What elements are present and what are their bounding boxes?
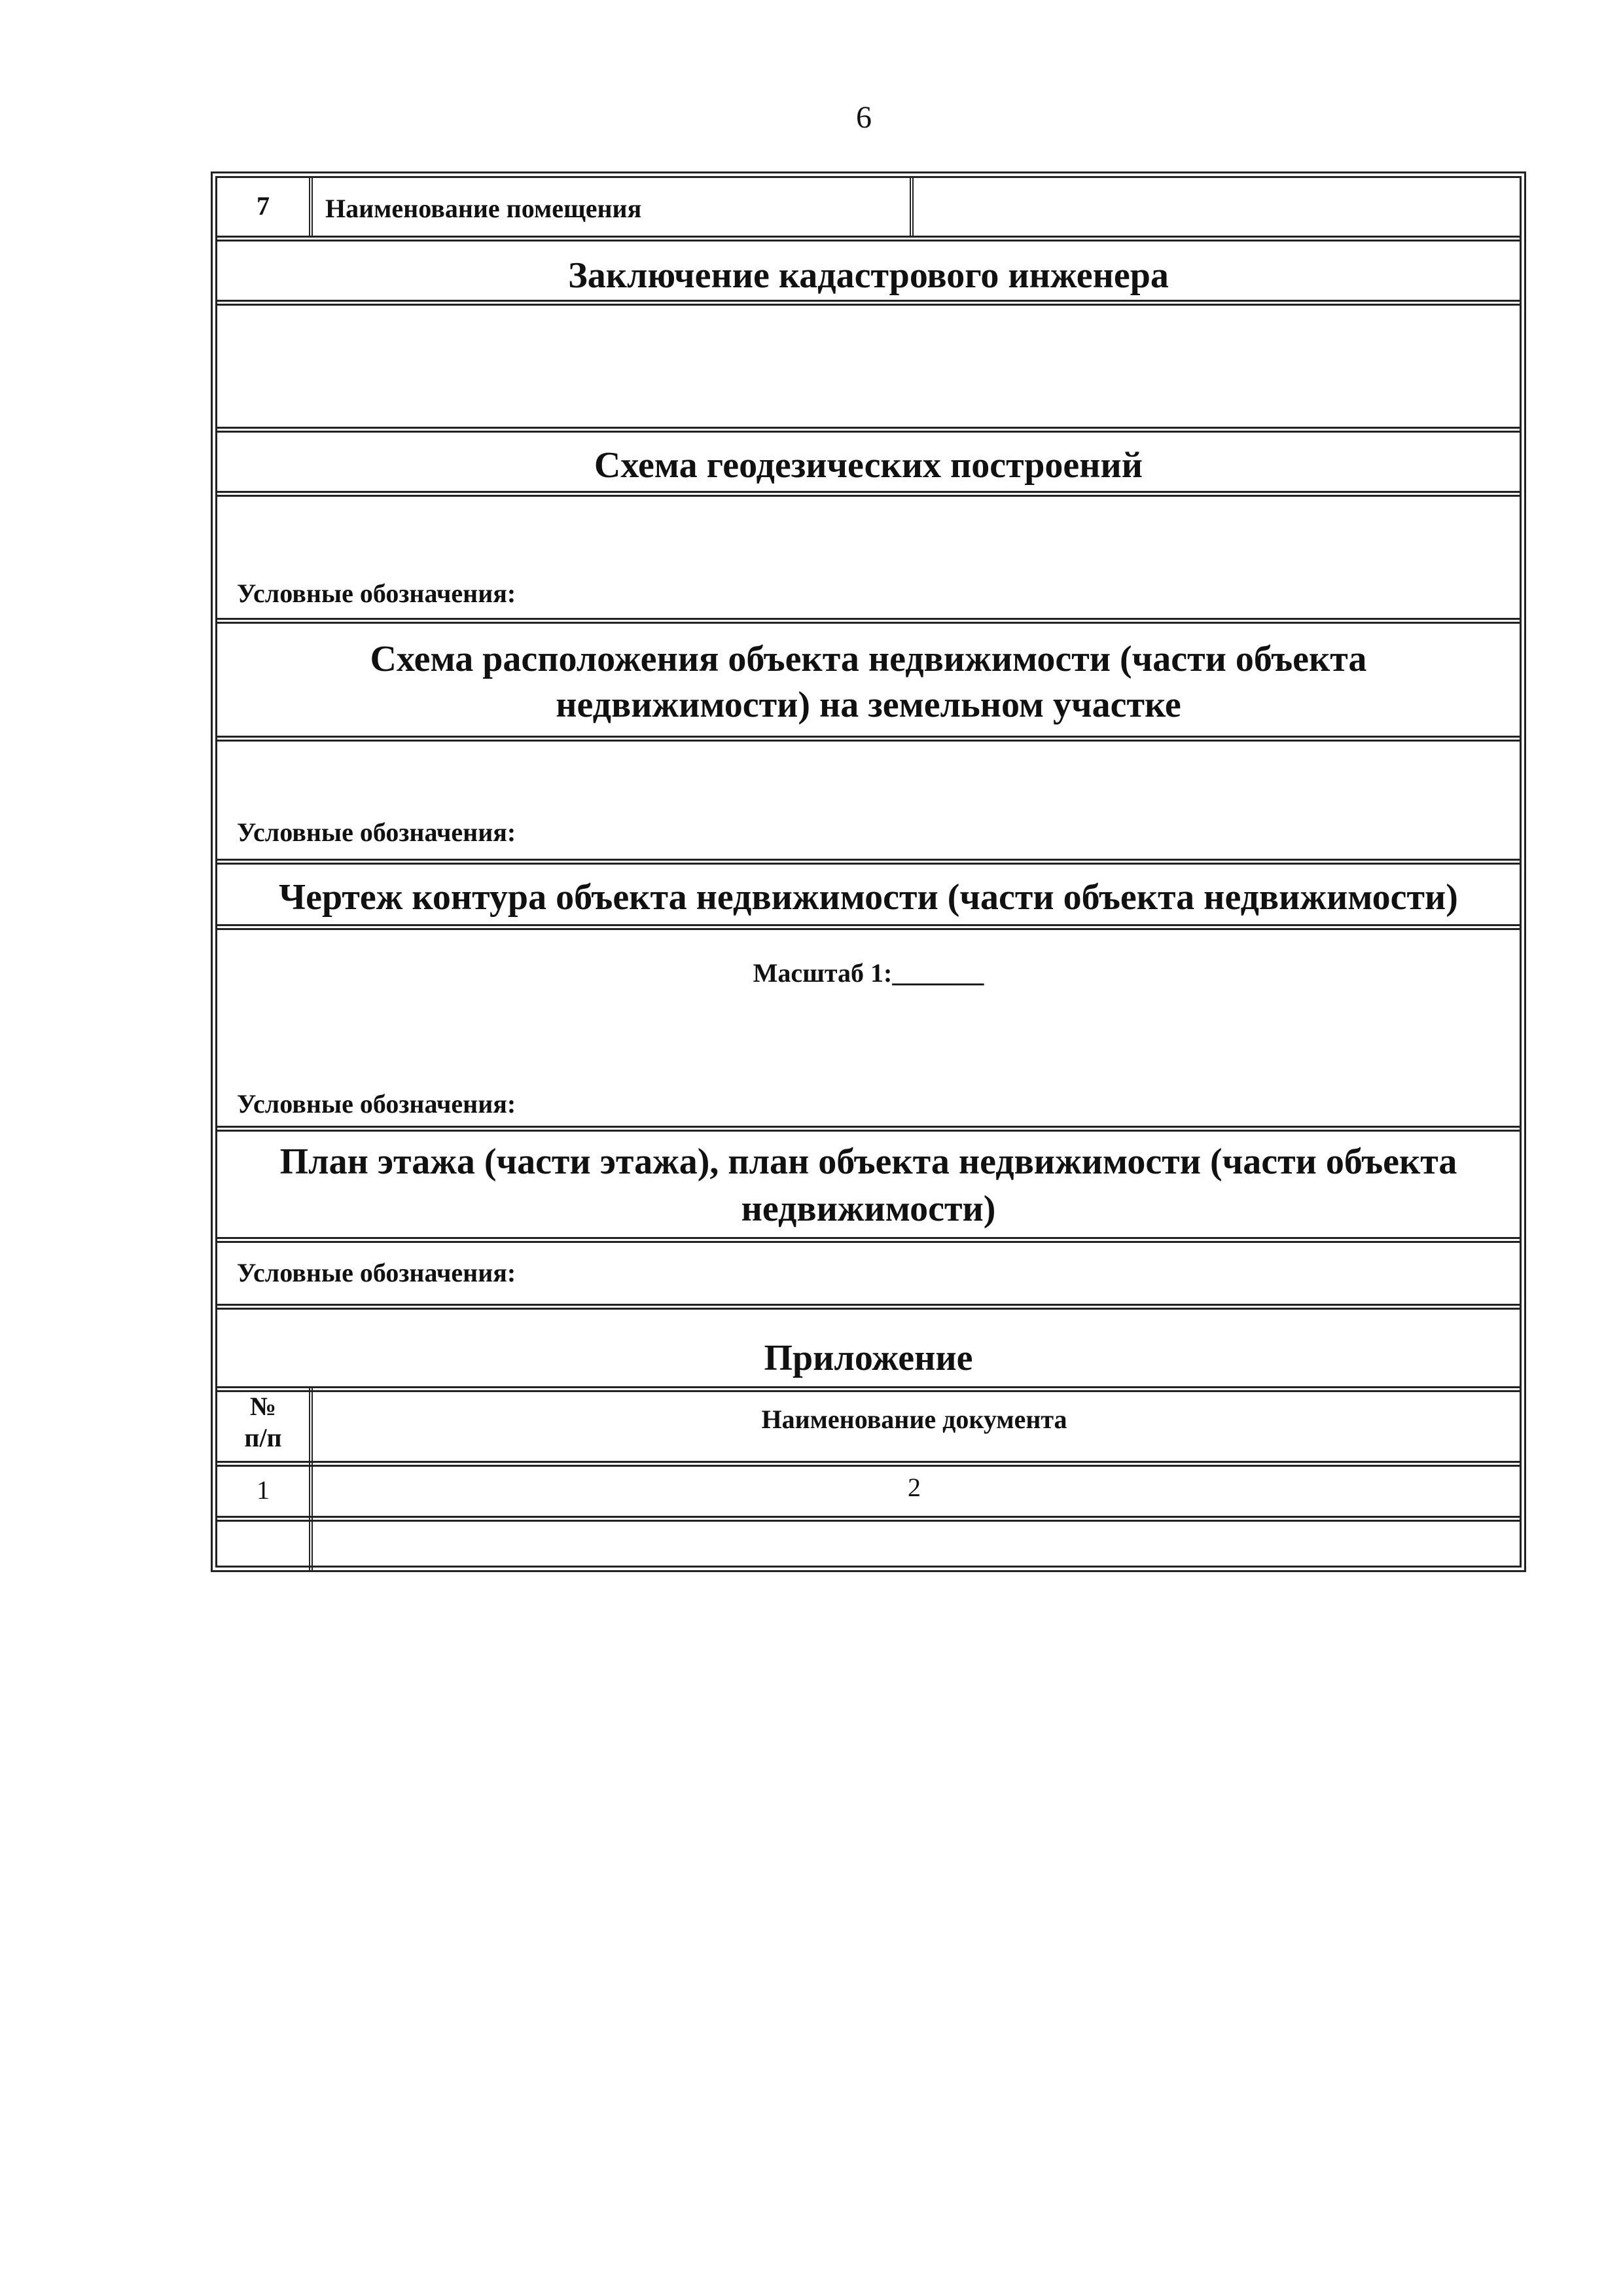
divider [217,300,1520,306]
divider [217,1386,1520,1392]
row7-label: Наименование помещения [325,194,642,223]
appendix-row-1-name: 2 [908,1473,921,1502]
row7-divider-right [910,178,914,236]
divider [217,1461,1520,1467]
divider [217,427,1520,433]
appendix-col-num-line2: п/п [244,1423,282,1452]
floorplan-legend: Условные обозначения: [237,1258,516,1287]
divider [217,1126,1520,1132]
page-number: 6 [856,100,872,135]
appendix-col-num-line1: № [249,1391,277,1421]
appendix-row-1-num: 1 [257,1475,270,1505]
appendix-col-name: Наименование документа [761,1405,1067,1434]
divider [217,491,1520,497]
drawing-title: Чертеж контура объекта недвижимости (части объекта недвижимости) [279,877,1458,918]
form-table [211,171,1526,1572]
location-title-line1: Схема расположения объекта недвижимости (части объекта [370,639,1367,679]
geodetic-legend: Условные обозначения: [237,579,516,608]
drawing-legend: Условные обозначения: [237,1089,516,1119]
conclusion-title: Заключение кадастрового инженера [568,255,1169,296]
divider [217,859,1520,865]
floorplan-title-line1: План этажа (части этажа), план объекта недвижимости (части объекта [279,1141,1457,1182]
divider [217,1516,1520,1522]
floorplan-title-line2: недвижимости) [741,1189,996,1229]
divider [217,618,1520,624]
drawing-scale: Масштаб 1:_______ [753,958,984,988]
divider [217,1304,1520,1310]
divider [217,736,1520,742]
geodetic-title: Схема геодезических построений [594,445,1143,486]
location-title-line2: недвижимости) на земельном участке [556,685,1181,725]
appendix-title: Приложение [764,1338,973,1378]
location-legend: Условные обозначения: [237,817,516,847]
divider [217,1237,1520,1243]
divider [217,924,1520,930]
row7-divider-left [309,178,313,236]
divider [217,236,1520,242]
row7-number: 7 [257,191,270,221]
